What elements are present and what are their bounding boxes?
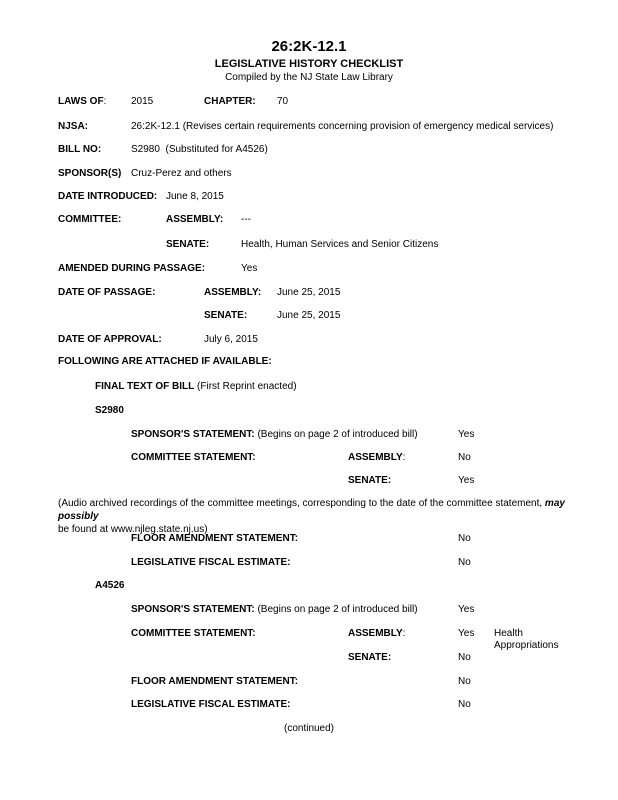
s2980-floor-amendment-label: FLOOR AMENDMENT STATEMENT:: [131, 533, 299, 544]
date-introduced-value: June 8, 2015: [166, 191, 224, 202]
s2980-sponsor-statement-label: SPONSOR'S STATEMENT:: [131, 429, 255, 440]
committee-assembly-value: ---: [241, 214, 251, 225]
passage-senate-value: June 25, 2015: [277, 310, 341, 321]
s2980-senate-label: SENATE:: [348, 475, 392, 486]
document-subtitle: LEGISLATIVE HISTORY CHECKLIST: [214, 58, 404, 70]
a4526-assembly-label-group: [348, 628, 405, 639]
compiled-by: Compiled by the NJ State Law Library: [225, 72, 393, 83]
date-of-approval-label: DATE OF APPROVAL:: [58, 334, 162, 345]
s2980-assembly-colon: :: [402, 452, 406, 463]
a4526-assembly-label: ASSEMBLY: [348, 628, 403, 639]
s2980-senate-value: Yes: [458, 475, 475, 486]
njsa-label: NJSA:: [58, 121, 89, 132]
a4526-assembly-committee-2: Appropriations: [494, 640, 559, 651]
audio-archive-note: [58, 497, 603, 536]
a4526-assembly-colon: :: [402, 628, 406, 639]
audio-note-part1: (Audio archived recordings of the committee meetings, corresponding to the date of the committee statement,: [58, 498, 543, 509]
a4526-fiscal-estimate-value: No: [458, 699, 471, 710]
passage-senate-label: SENATE:: [204, 310, 248, 321]
a4526-sponsor-statement-label: SPONSOR'S STATEMENT:: [131, 604, 255, 615]
laws-of-label: LAWS OF: [58, 96, 104, 107]
s2980-sponsor-statement-note: (Begins on page 2 of introduced bill): [257, 429, 418, 440]
a4526-senate-label: SENATE:: [348, 652, 392, 663]
laws-of-colon: :: [103, 96, 107, 107]
bill-no-number: S2980: [131, 144, 160, 155]
passage-assembly-value: June 25, 2015: [277, 287, 341, 298]
laws-of-value: 2015: [131, 96, 154, 107]
final-text-label: FINAL TEXT OF BILL: [95, 381, 195, 392]
s2980-committee-statement-label: COMMITTEE STATEMENT:: [131, 452, 256, 463]
s2980-assembly-value: No: [458, 452, 471, 463]
bill-no-value: [131, 144, 268, 155]
s2980-fiscal-estimate-value: No: [458, 557, 471, 568]
a4526-heading: A4526: [95, 580, 125, 591]
s2980-assembly-label-group: [348, 452, 405, 463]
s2980-assembly-label: ASSEMBLY: [348, 452, 403, 463]
bill-no-note: (Substituted for A4526): [165, 144, 268, 155]
chapter-value: 70: [277, 96, 289, 107]
final-text-row: [95, 381, 297, 392]
a4526-sponsor-statement-value: Yes: [458, 604, 475, 615]
a4526-fiscal-estimate-label: LEGISLATIVE FISCAL ESTIMATE:: [131, 699, 291, 710]
laws-of-label-group: [58, 96, 106, 107]
audio-note-emphasis: may possibly: [58, 498, 565, 522]
s2980-sponsor-statement: [131, 429, 418, 440]
committee-assembly-label: ASSEMBLY:: [166, 214, 224, 225]
s2980-sponsor-statement-value: Yes: [458, 429, 475, 440]
date-of-approval-value: July 6, 2015: [204, 334, 258, 345]
a4526-sponsor-statement: [131, 604, 418, 615]
a4526-assembly-value: Yes: [458, 628, 475, 639]
a4526-sponsor-statement-note: (Begins on page 2 of introduced bill): [257, 604, 418, 615]
page-title: 26:2K-12.1: [271, 38, 347, 55]
date-introduced-label: DATE INTRODUCED:: [58, 191, 158, 202]
a4526-assembly-committee-1: Health: [494, 628, 523, 639]
committee-senate-value: Health, Human Services and Senior Citizens: [241, 239, 439, 250]
amended-value: Yes: [241, 263, 258, 274]
final-text-note: (First Reprint enacted): [197, 381, 297, 392]
a4526-floor-amendment-label: FLOOR AMENDMENT STATEMENT:: [131, 676, 299, 687]
audio-note-part2: be found at www.njleg.state.nj.us): [58, 524, 208, 535]
njsa-value: 26:2K-12.1 (Revises certain requirements concerning provision of emergency medical services): [131, 121, 554, 132]
a4526-committee-statement-label: COMMITTEE STATEMENT:: [131, 628, 256, 639]
committee-label: COMMITTEE:: [58, 214, 122, 225]
a4526-floor-amendment-value: No: [458, 676, 471, 687]
s2980-floor-amendment-value: No: [458, 533, 471, 544]
sponsors-value: Cruz-Perez and others: [131, 168, 232, 179]
committee-senate-label: SENATE:: [166, 239, 210, 250]
date-of-passage-label: DATE OF PASSAGE:: [58, 287, 156, 298]
a4526-senate-value: No: [458, 652, 471, 663]
amended-label: AMENDED DURING PASSAGE:: [58, 263, 206, 274]
continued-note: (continued): [283, 723, 335, 734]
bill-no-label: BILL NO:: [58, 144, 102, 155]
attached-heading: FOLLOWING ARE ATTACHED IF AVAILABLE:: [58, 356, 272, 367]
s2980-heading: S2980: [95, 405, 124, 416]
passage-assembly-label: ASSEMBLY:: [204, 287, 262, 298]
s2980-fiscal-estimate-label: LEGISLATIVE FISCAL ESTIMATE:: [131, 557, 291, 568]
sponsors-label: SPONSOR(S): [58, 168, 122, 179]
chapter-label: CHAPTER:: [204, 96, 256, 107]
